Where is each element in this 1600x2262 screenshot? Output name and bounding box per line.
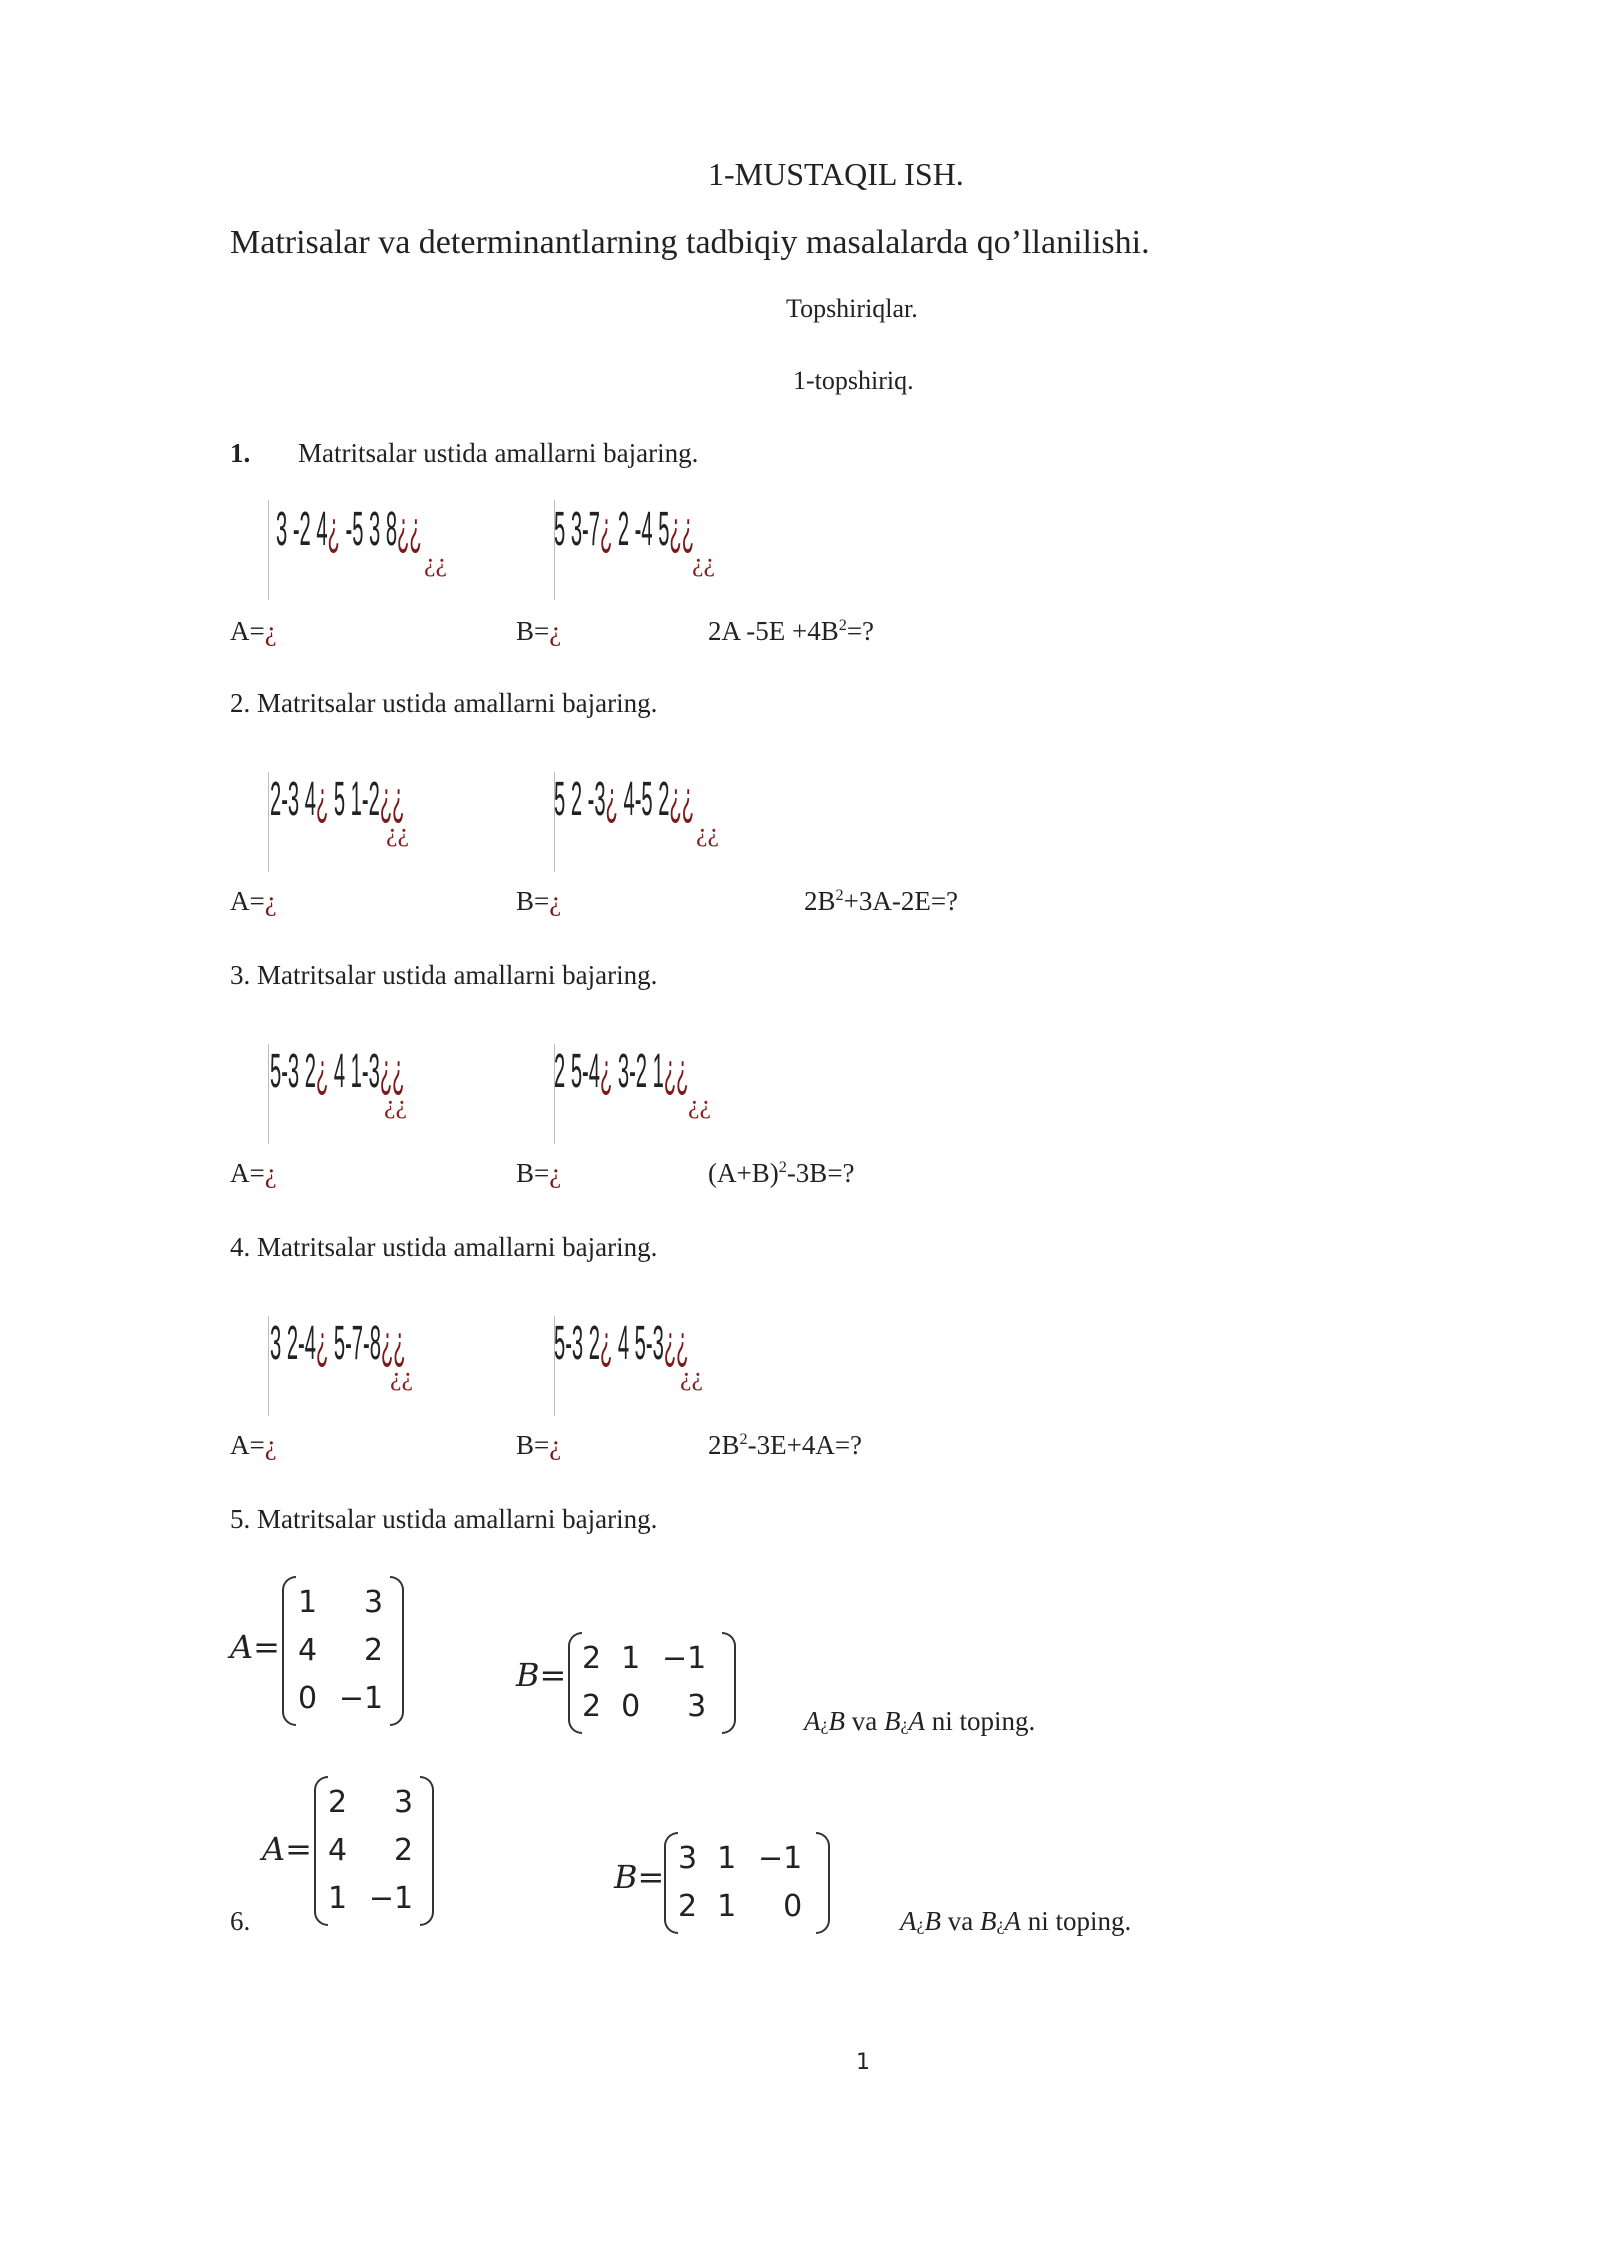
- matrix-right-paren: [390, 1576, 404, 1726]
- problem-2-matrix-a-garbled: 2-3 4¿ 5 1-2¿¿: [270, 773, 405, 826]
- matrix-bracket-line: [268, 1044, 269, 1144]
- problem-1-matrix-a-tail: ¿¿: [424, 548, 448, 577]
- problem-6-matrix-b: [668, 1834, 812, 1930]
- problem-4-matrix-a-tail: ¿¿: [390, 1362, 414, 1391]
- problem-3-expression: $(A+B)^2-3B=$?: [708, 1158, 855, 1188]
- matrix-row: [572, 1682, 716, 1730]
- matrix-cell: −1: [368, 1880, 414, 1916]
- problem-3-matrix-b-tail: ¿¿: [688, 1090, 712, 1119]
- matrix-cell: 1: [717, 1888, 737, 1924]
- problem-2-b-label: B=¿: [516, 886, 562, 916]
- problem-3-matrix-a-garbled: 5-3 2¿ 4 1-3¿¿: [270, 1045, 405, 1098]
- problem-5-b-label: B=: [516, 1656, 567, 1694]
- problem-3-a-label: A=¿: [230, 1158, 277, 1188]
- problem-1-b-label: B=¿: [516, 616, 562, 646]
- problem-4-matrix-b-garbled: 5-3 2¿ 4 5-3¿¿: [554, 1317, 689, 1370]
- problem-5-matrix-a: [288, 1578, 393, 1722]
- problem-3-b-label: B=¿: [516, 1158, 562, 1188]
- matrix-row: [288, 1674, 393, 1722]
- matrix-cell: 3: [394, 1784, 414, 1820]
- problem-5-expression: A¿B va B¿A ni toping.: [804, 1706, 1036, 1736]
- problem-4-b-label: B=¿: [516, 1430, 562, 1460]
- matrix-cell: 4: [298, 1632, 318, 1668]
- matrix-row: [288, 1578, 393, 1626]
- matrix-bracket-line: [268, 500, 269, 600]
- matrix-cell: 1: [328, 1880, 348, 1916]
- problem-5-a-label: A=: [230, 1628, 280, 1666]
- task-heading: 1-topshiriq.: [793, 366, 914, 395]
- problem-2-a-label: A=¿: [230, 886, 277, 916]
- matrix-cell: 2: [328, 1784, 348, 1820]
- problem-6-a-label: A=: [262, 1830, 312, 1868]
- problem-1-instruction: Matritsalar ustida amallarni bajaring.: [298, 438, 699, 468]
- matrix-row: [318, 1778, 423, 1826]
- problem-6-expression: A¿B va B¿A ni toping.: [900, 1906, 1132, 1936]
- matrix-bracket-line: [268, 1316, 269, 1416]
- problem-2-instruction: 2. Matritsalar ustida amallarni bajaring.: [230, 688, 658, 718]
- document-subtitle: Matrisalar va determinantlarning tadbiqiy masalalarda qo’llanilishi.: [230, 224, 1150, 261]
- problem-4-expression: $2B^2-3E+4A=$?: [708, 1430, 863, 1460]
- matrix-row: [288, 1626, 393, 1674]
- page-number: 1: [856, 2050, 870, 2075]
- matrix-cell: 1: [717, 1840, 737, 1876]
- problem-4-matrix-a-garbled: 3 2-4¿ 5-7-8¿¿: [270, 1317, 406, 1370]
- problem-5-instruction: 5. Matritsalar ustida amallarni bajaring.: [230, 1504, 658, 1534]
- matrix-cell: 3: [364, 1584, 384, 1620]
- matrix-cell: 3: [678, 1840, 698, 1876]
- document-title: 1-MUSTAQIL ISH.: [708, 156, 964, 192]
- matrix-cell: 2: [394, 1832, 414, 1868]
- matrix-cell: 2: [364, 1632, 384, 1668]
- matrix-row: [318, 1874, 423, 1922]
- matrix-row: [318, 1826, 423, 1874]
- matrix-cell: 4: [328, 1832, 348, 1868]
- matrix-cell: 0: [298, 1680, 318, 1716]
- problem-5-matrix-b: [572, 1634, 716, 1730]
- problem-2-expression: $2B^2+3A-2E=$?: [804, 886, 959, 916]
- matrix-cell: 0: [783, 1888, 803, 1924]
- problem-1-matrix-a-garbled: 3 -2 4¿ -5 3 8¿¿: [276, 503, 422, 556]
- matrix-cell: 3: [687, 1688, 707, 1724]
- matrix-right-paren: [722, 1632, 736, 1734]
- matrix-bracket-line: [268, 772, 269, 872]
- matrix-row: [572, 1634, 716, 1682]
- problem-2-matrix-b-tail: ¿¿: [696, 818, 720, 847]
- problem-1-number: 1.: [230, 438, 251, 468]
- problem-6-matrix-a: [318, 1778, 423, 1922]
- problem-3-matrix-a-tail: ¿¿: [384, 1090, 408, 1119]
- matrix-cell: 2: [582, 1640, 602, 1676]
- matrix-cell: 1: [621, 1640, 641, 1676]
- problem-4-instruction: 4. Matritsalar ustida amallarni bajaring.: [230, 1232, 658, 1262]
- matrix-cell: 2: [678, 1888, 698, 1924]
- matrix-row: [668, 1882, 812, 1930]
- problem-6-number: 6.: [230, 1906, 251, 1936]
- problem-6-b-label: B=: [614, 1858, 665, 1896]
- matrix-right-paren: [420, 1776, 434, 1926]
- problem-4-matrix-b-tail: ¿¿: [680, 1362, 704, 1391]
- problem-2-matrix-b-garbled: 5 2 -3¿ 4-5 2¿¿: [554, 773, 695, 826]
- matrix-cell: 0: [621, 1688, 641, 1724]
- problem-1-expression: 2A $-5E +4B^2=$?: [708, 616, 875, 646]
- matrix-cell: 1: [298, 1584, 318, 1620]
- problem-1-matrix-b-garbled: 5 3-7¿ 2 -4 5¿¿: [554, 503, 695, 556]
- matrix-cell: −1: [338, 1680, 384, 1716]
- problem-4-a-label: A=¿: [230, 1430, 277, 1460]
- matrix-cell: 2: [582, 1688, 602, 1724]
- matrix-cell: −1: [757, 1840, 803, 1876]
- problem-3-matrix-b-garbled: 2 5-4¿ 3-2 1¿¿: [554, 1045, 689, 1098]
- matrix-right-paren: [816, 1832, 830, 1934]
- tasks-heading: Topshiriqlar.: [786, 294, 918, 323]
- problem-1-a-label: A=¿: [230, 616, 277, 646]
- matrix-row: [668, 1834, 812, 1882]
- problem-3-instruction: 3. Matritsalar ustida amallarni bajaring.: [230, 960, 658, 990]
- problem-1-matrix-b-tail: ¿¿: [692, 548, 716, 577]
- matrix-cell: −1: [661, 1640, 707, 1676]
- problem-2-matrix-a-tail: ¿¿: [386, 818, 410, 847]
